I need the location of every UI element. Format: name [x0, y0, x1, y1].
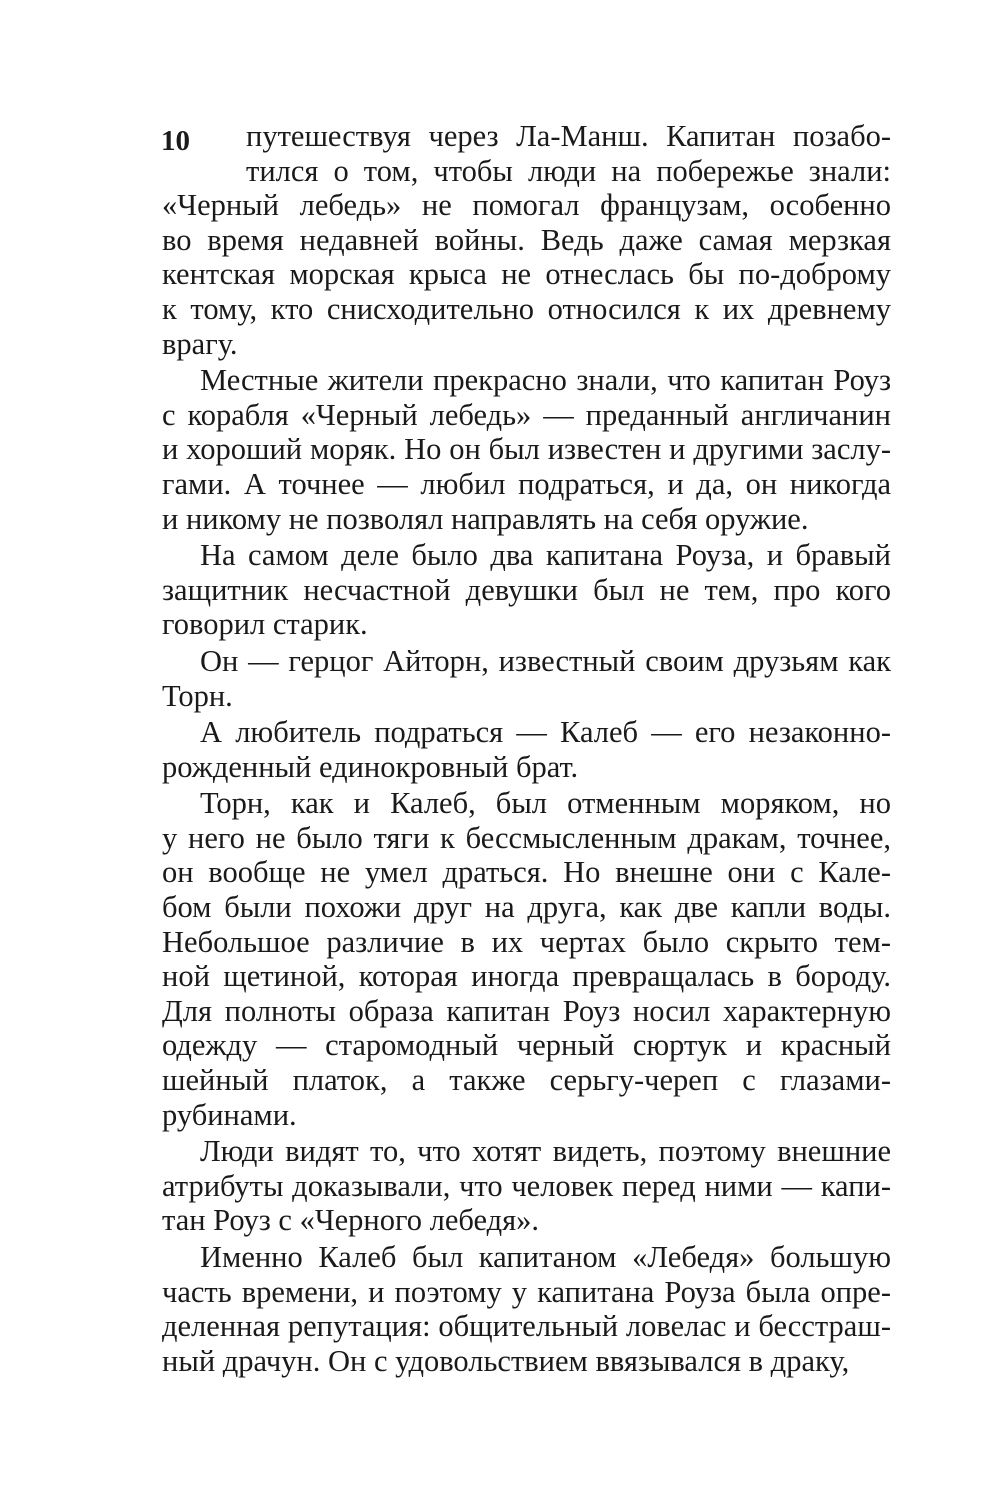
text-line: к тому, кто снисходительно относился к их древнему	[162, 291, 891, 326]
text-line: Для полноты образа капитан Роуз носил характерную	[162, 993, 891, 1028]
paragraph	[162, 644, 891, 713]
text-line: Небольшое различие в их чертах было скрыто тем-	[162, 924, 891, 959]
text-line: часть времени, и поэтому у капитана Роуза была опре-	[162, 1274, 891, 1309]
text-line: рожденный единокровный брат.	[162, 749, 579, 784]
text-line: тан Роуз с «Черного лебедя».	[162, 1203, 540, 1238]
text-line: и хороший моряк. Но он был известен и другими заслу-	[162, 432, 891, 467]
text-line: На самом деле было два капитана Роуза, и бравый	[200, 538, 891, 573]
paragraph	[162, 715, 891, 784]
text-line: ный драчун. Он с удовольствием ввязывался в драку,	[162, 1343, 850, 1378]
page-number: 10	[161, 125, 190, 157]
text-line: говорил старик.	[162, 607, 368, 642]
text-line: Торн.	[162, 678, 233, 713]
text-line: Именно Калеб был капитаном «Лебедя» большую	[200, 1240, 891, 1274]
paragraph	[162, 1240, 891, 1378]
text-line: одежду — старомодный черный сюртук и красный	[162, 1028, 891, 1063]
paragraph	[162, 119, 891, 361]
text-line: бом были похожи друг на друга, как две капли воды.	[162, 890, 891, 925]
text-line: врагу.	[162, 326, 238, 361]
text-line: и никому не позволял направлять на себя оружие.	[162, 501, 809, 536]
text-line: он вообще не умел драться. Но внешне они с Кале-	[162, 855, 891, 890]
text-line: «Черный лебедь» не помогал французам, особенно	[162, 188, 891, 223]
body-text	[162, 119, 891, 1378]
text-line: у него не было тяги к бессмысленным дракам, точнее,	[162, 820, 891, 855]
text-line: защитник несчастной девушки был не тем, про кого	[162, 572, 891, 607]
text-line: путешествуя через Ла-Манш. Капитан позабо-	[246, 119, 891, 153]
text-line: А любитель подраться — Калеб — его незаконно-	[200, 715, 891, 750]
text-line: кентская морская крыса не отнеслась бы по-доброму	[162, 257, 891, 292]
paragraph	[162, 786, 891, 1132]
paragraph	[162, 538, 891, 642]
text-line: деленная репутация: общительный ловелас и бесстраш-	[162, 1309, 891, 1344]
text-line: Он — герцог Айторн, известный своим друзьям как	[200, 643, 891, 678]
text-line: Торн, как и Калеб, был отменным моряком, но	[200, 786, 891, 821]
text-line: шейный платок, а также серьгу-череп с глазами-	[162, 1063, 891, 1098]
paragraph	[162, 363, 891, 536]
text-line: ной щетиной, которая иногда превращалась в бороду.	[162, 959, 891, 994]
text-line: во время недавней войны. Ведь даже самая мерзкая	[162, 222, 891, 257]
text-line: рубинами.	[162, 1097, 297, 1132]
paragraph	[162, 1134, 891, 1238]
text-line: с корабля «Черный лебедь» — преданный англичанин	[162, 397, 891, 432]
text-line: Местные жители прекрасно знали, что капитан Роуз	[200, 363, 891, 398]
text-line: тился о том, чтобы люди на побережье знали:	[246, 153, 891, 188]
text-line: Люди видят то, что хотят видеть, поэтому внешние	[200, 1134, 891, 1169]
text-line: гами. А точнее — любил подраться, и да, он никогда	[162, 466, 891, 501]
text-line: атрибуты доказывали, что человек перед ними — капи-	[162, 1168, 891, 1203]
